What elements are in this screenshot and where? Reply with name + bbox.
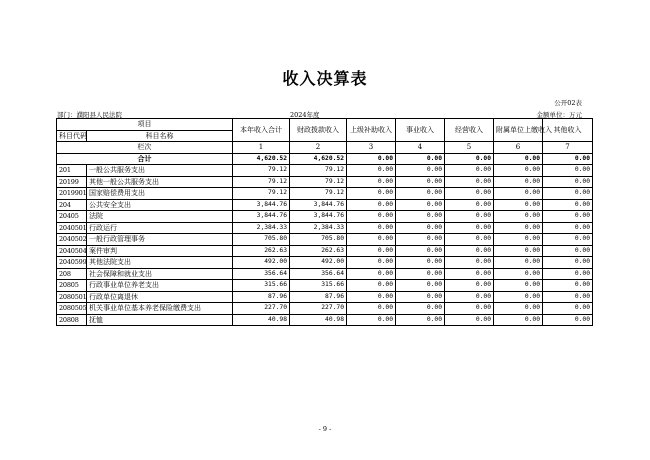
table-row — [57, 303, 593, 315]
total-value: 0.00 — [347, 153, 396, 165]
row-value: 0.00 — [347, 291, 396, 303]
table-row — [57, 245, 593, 257]
row-value: 2,384.33 — [290, 222, 347, 234]
table-row — [57, 188, 593, 200]
row-value: 0.00 — [347, 165, 396, 177]
col-header-operating-income: 经营收入 — [445, 119, 494, 142]
row-name: 案件审判 — [87, 245, 233, 257]
row-value: 3,844.76 — [290, 211, 347, 223]
row-code: 20808 — [57, 314, 87, 326]
row-name: 行政单位离退休 — [87, 291, 233, 303]
row-value: 0.00 — [396, 199, 445, 211]
department-label: 部门：濮阳县人民法院 — [57, 111, 122, 119]
row-value: 492.00 — [290, 257, 347, 269]
row-code: 208 — [57, 268, 87, 280]
row-name: 社会保障和就业支出 — [87, 268, 233, 280]
report-title: 收入决算表 — [282, 69, 368, 88]
row-name: 国家赔偿费用支出 — [87, 188, 233, 200]
row-value: 262.63 — [290, 245, 347, 257]
row-value: 0.00 — [494, 188, 543, 200]
table-row — [57, 199, 593, 211]
row-code: 20199 — [57, 176, 87, 188]
row-value: 0.00 — [543, 291, 593, 303]
lanci-number: 1 — [233, 142, 290, 154]
table-row — [57, 291, 593, 303]
total-value: 0.00 — [396, 153, 445, 165]
row-value: 0.00 — [396, 257, 445, 269]
row-value: 0.00 — [347, 303, 396, 315]
row-value: 0.00 — [396, 176, 445, 188]
row-value: 227.70 — [290, 303, 347, 315]
row-value: 705.80 — [290, 234, 347, 246]
row-value: 0.00 — [494, 199, 543, 211]
row-code: 201 — [57, 165, 87, 177]
row-value: 0.00 — [396, 291, 445, 303]
row-value: 0.00 — [347, 222, 396, 234]
row-value: 0.00 — [543, 314, 593, 326]
lanci-number: 5 — [445, 142, 494, 154]
row-value: 0.00 — [543, 176, 593, 188]
table-row — [57, 165, 593, 177]
row-code: 2040599 — [57, 257, 87, 269]
row-value: 0.00 — [494, 245, 543, 257]
row-value: 0.00 — [445, 222, 494, 234]
row-value: 40.98 — [290, 314, 347, 326]
row-value: 0.00 — [543, 234, 593, 246]
col-header-total-income: 本年收入合计 — [233, 119, 290, 142]
row-value: 0.00 — [445, 257, 494, 269]
lanci-number: 2 — [290, 142, 347, 154]
total-row — [57, 153, 593, 165]
row-value: 3,844.76 — [233, 211, 290, 223]
row-name: 抚恤 — [87, 314, 233, 326]
row-value: 0.00 — [396, 188, 445, 200]
row-value: 0.00 — [445, 165, 494, 177]
row-value: 0.00 — [347, 257, 396, 269]
row-value: 315.66 — [290, 280, 347, 292]
form-number: 公开02表 — [554, 99, 582, 107]
col-header-other-income: 其他收入 — [543, 119, 593, 142]
table-row — [57, 176, 593, 188]
row-value: 0.00 — [445, 234, 494, 246]
row-value: 0.00 — [543, 280, 593, 292]
row-name: 一般行政管理事务 — [87, 234, 233, 246]
row-value: 0.00 — [543, 222, 593, 234]
row-value: 0.00 — [543, 303, 593, 315]
row-value: 0.00 — [396, 314, 445, 326]
row-value: 79.12 — [290, 165, 347, 177]
row-value: 0.00 — [445, 176, 494, 188]
row-value: 0.00 — [396, 280, 445, 292]
row-value: 0.00 — [494, 268, 543, 280]
row-name: 行政运行 — [87, 222, 233, 234]
lanci-number: 4 — [396, 142, 445, 154]
lanci-header: 栏次 — [57, 142, 233, 154]
row-value: 0.00 — [494, 165, 543, 177]
col-header-business-income: 事业收入 — [396, 119, 445, 142]
row-name: 其他一般公共服务支出 — [87, 176, 233, 188]
row-value: 0.00 — [396, 211, 445, 223]
row-value: 0.00 — [347, 199, 396, 211]
row-code: 2080501 — [57, 291, 87, 303]
row-value: 0.00 — [347, 245, 396, 257]
table-row — [57, 280, 593, 292]
row-value: 0.00 — [543, 199, 593, 211]
row-value: 0.00 — [347, 176, 396, 188]
row-code: 2040502 — [57, 234, 87, 246]
row-code: 2040501 — [57, 222, 87, 234]
row-value: 0.00 — [543, 268, 593, 280]
row-value: 0.00 — [543, 257, 593, 269]
fiscal-year-label: 2024年度 — [290, 111, 320, 119]
row-value: 0.00 — [347, 268, 396, 280]
amount-unit-label: 金额单位：万元 — [536, 111, 582, 119]
row-value: 0.00 — [445, 303, 494, 315]
row-code: 2019901 — [57, 188, 87, 200]
row-value: 0.00 — [445, 314, 494, 326]
row-value: 0.00 — [494, 314, 543, 326]
name-header: 科目名称 — [87, 130, 233, 142]
row-value: 87.96 — [290, 291, 347, 303]
row-value: 79.12 — [290, 188, 347, 200]
row-value: 79.12 — [233, 188, 290, 200]
total-label: 合计 — [57, 153, 233, 165]
row-name: 公共安全支出 — [87, 199, 233, 211]
row-value: 0.00 — [543, 211, 593, 223]
table-row — [57, 257, 593, 269]
row-value: 0.00 — [445, 211, 494, 223]
row-value: 356.64 — [233, 268, 290, 280]
total-value: 0.00 — [445, 153, 494, 165]
row-value: 0.00 — [347, 188, 396, 200]
table-row — [57, 268, 593, 280]
row-value: 87.96 — [233, 291, 290, 303]
row-value: 0.00 — [396, 303, 445, 315]
row-value: 0.00 — [445, 280, 494, 292]
row-value: 79.12 — [290, 176, 347, 188]
row-value: 0.00 — [396, 222, 445, 234]
code-header: 科目代码 — [57, 130, 87, 142]
row-value: 356.64 — [290, 268, 347, 280]
row-value: 0.00 — [494, 176, 543, 188]
row-code: 20405 — [57, 211, 87, 223]
row-value: 0.00 — [396, 268, 445, 280]
row-value: 0.00 — [494, 211, 543, 223]
item-group-header: 项目 — [57, 119, 233, 131]
row-code: 2080505 — [57, 303, 87, 315]
total-value: 0.00 — [494, 153, 543, 165]
col-header-affiliated-income: 附属单位上缴收入 — [494, 119, 543, 142]
row-name: 机关事业单位基本养老保险缴费支出 — [87, 303, 233, 315]
row-value: 79.12 — [233, 176, 290, 188]
total-value: 0.00 — [543, 153, 593, 165]
row-name: 一般公共服务支出 — [87, 165, 233, 177]
total-value: 4,620.52 — [233, 153, 290, 165]
row-value: 705.80 — [233, 234, 290, 246]
table-row — [57, 222, 593, 234]
row-value: 0.00 — [445, 268, 494, 280]
row-name: 其他法院支出 — [87, 257, 233, 269]
row-code: 20805 — [57, 280, 87, 292]
table-row — [57, 234, 593, 246]
lanci-number: 7 — [543, 142, 593, 154]
row-value: 3,844.76 — [290, 199, 347, 211]
row-value: 0.00 — [445, 199, 494, 211]
row-value: 0.00 — [543, 188, 593, 200]
row-value: 227.70 — [233, 303, 290, 315]
row-value: 0.00 — [445, 291, 494, 303]
col-header-superior-subsidy: 上级补助收入 — [347, 119, 396, 142]
row-value: 0.00 — [347, 314, 396, 326]
row-code: 2040504 — [57, 245, 87, 257]
row-value: 2,384.33 — [233, 222, 290, 234]
row-name: 法院 — [87, 211, 233, 223]
row-value: 79.12 — [233, 165, 290, 177]
col-header-fiscal-appropriation: 财政拨款收入 — [290, 119, 347, 142]
row-value: 0.00 — [494, 291, 543, 303]
row-value: 0.00 — [396, 245, 445, 257]
row-code: 204 — [57, 199, 87, 211]
lanci-number: 3 — [347, 142, 396, 154]
page-number: - 9 - — [318, 425, 332, 433]
row-value: 3,844.76 — [233, 199, 290, 211]
row-value: 0.00 — [396, 234, 445, 246]
row-value: 492.00 — [233, 257, 290, 269]
income-table — [56, 118, 593, 326]
row-value: 0.00 — [494, 234, 543, 246]
row-value: 262.63 — [233, 245, 290, 257]
row-value: 0.00 — [396, 165, 445, 177]
row-value: 0.00 — [494, 303, 543, 315]
row-value: 0.00 — [494, 222, 543, 234]
total-value: 4,620.52 — [290, 153, 347, 165]
row-name: 行政事业单位养老支出 — [87, 280, 233, 292]
row-value: 0.00 — [543, 245, 593, 257]
row-value: 0.00 — [494, 280, 543, 292]
table-row — [57, 314, 593, 326]
row-value: 0.00 — [445, 188, 494, 200]
row-value: 0.00 — [347, 211, 396, 223]
row-value: 0.00 — [445, 245, 494, 257]
row-value: 0.00 — [543, 165, 593, 177]
row-value: 0.00 — [347, 234, 396, 246]
row-value: 0.00 — [494, 257, 543, 269]
row-value: 40.98 — [233, 314, 290, 326]
table-row — [57, 211, 593, 223]
row-value: 315.66 — [233, 280, 290, 292]
row-value: 0.00 — [347, 280, 396, 292]
lanci-number: 6 — [494, 142, 543, 154]
